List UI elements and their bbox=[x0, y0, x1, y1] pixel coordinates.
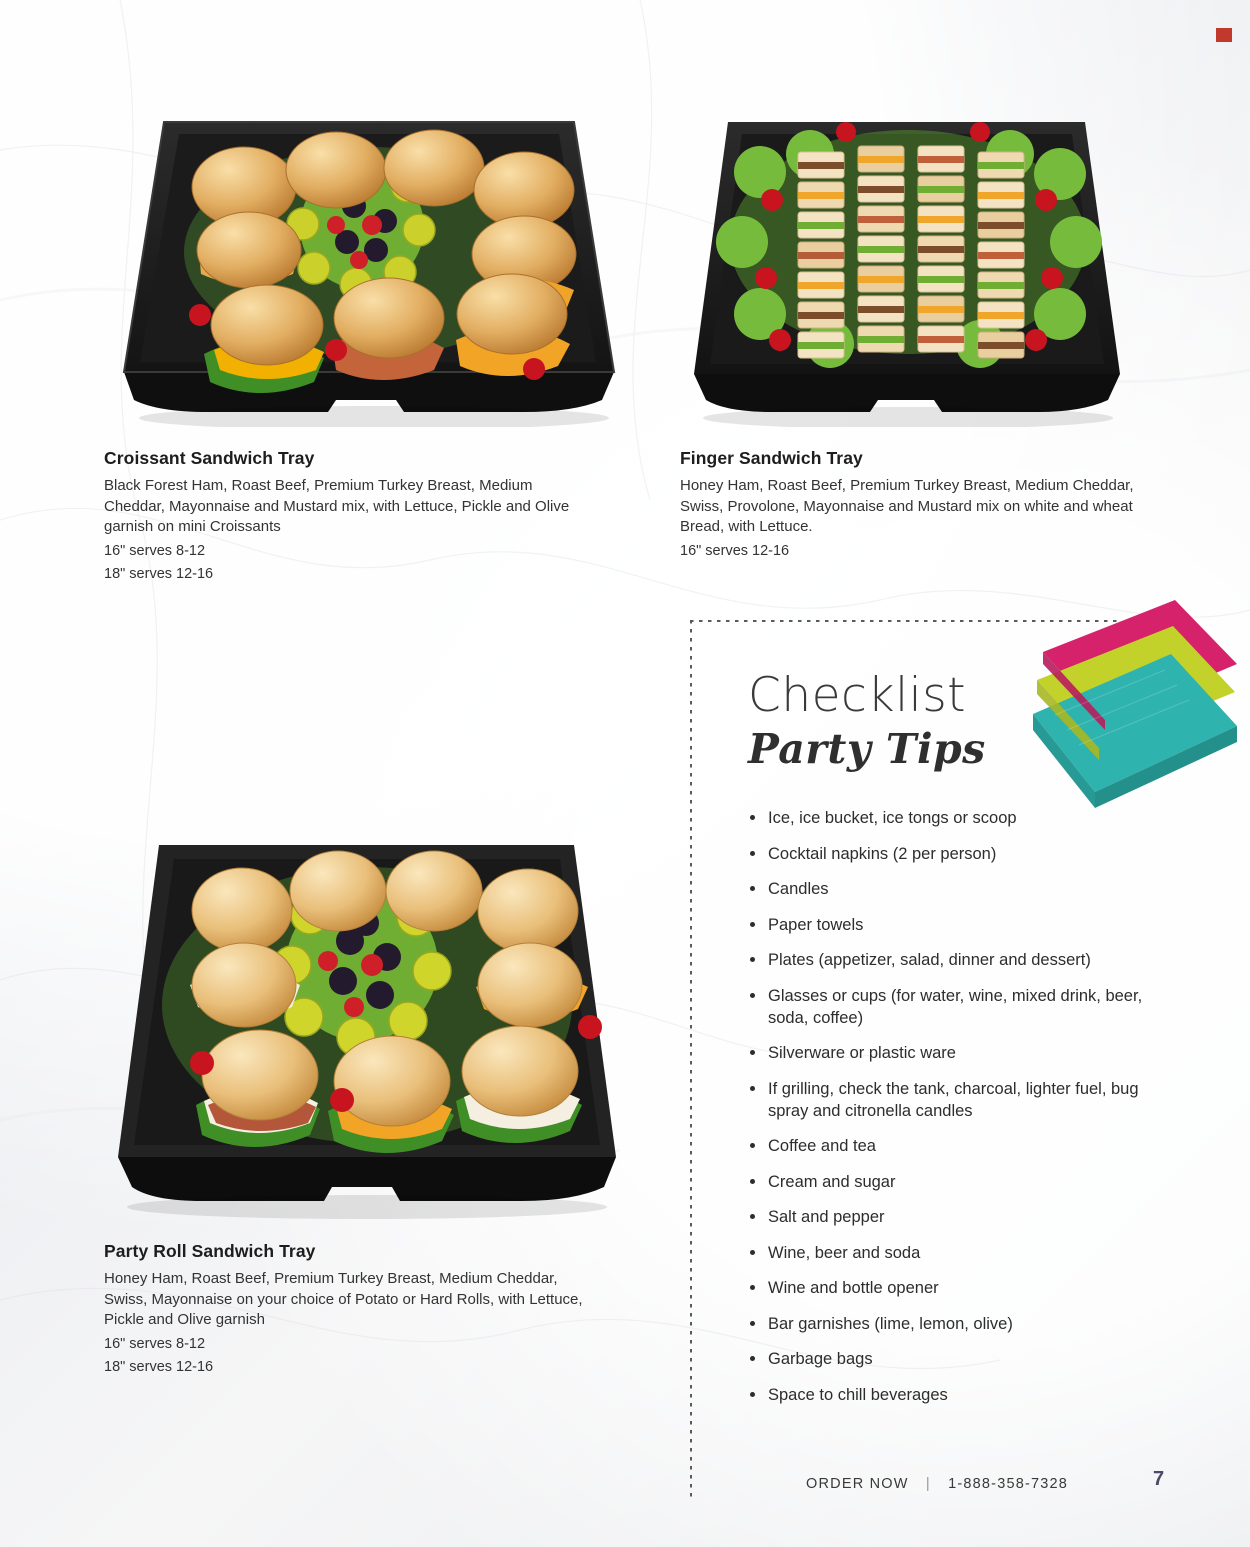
phone-number[interactable]: 1-888-358-7328 bbox=[948, 1476, 1069, 1492]
dotted-divider-vertical bbox=[690, 620, 692, 1500]
product-size-2: 18" serves 12-16 bbox=[104, 1358, 214, 1375]
party-roll-tray-photo bbox=[104, 805, 634, 1220]
product-title: Croissant Sandwich Tray bbox=[104, 448, 315, 468]
product-title: Party Roll Sandwich Tray bbox=[104, 1241, 316, 1261]
footer-order-now bbox=[806, 1476, 1068, 1492]
list-item[interactable]: Glasses or cups (for water, wine, mixed drink, beer, soda, coffee) bbox=[748, 985, 1160, 1029]
croissant-tray-photo bbox=[104, 82, 624, 427]
list-item[interactable]: Silverware or plastic ware bbox=[748, 1042, 1160, 1064]
order-now-label: ORDER NOW bbox=[806, 1476, 909, 1492]
product-croissant-sandwich-tray bbox=[104, 82, 634, 584]
footer-separator: | bbox=[925, 1476, 931, 1492]
product-description: Honey Ham, Roast Beef, Premium Turkey Breast, Medium Cheddar, Swiss, Provolone, Mayonnaise and Mustard mix on white and wheat Bread, with Lettuce. bbox=[680, 477, 1134, 535]
list-item[interactable]: Coffee and tea bbox=[748, 1135, 1160, 1157]
list-item[interactable]: Wine and bottle opener bbox=[748, 1277, 1160, 1299]
list-item[interactable]: Wine, beer and soda bbox=[748, 1242, 1160, 1264]
product-description: Black Forest Ham, Roast Beef, Premium Turkey Breast, Medium Cheddar, Mayonnaise and Mustard mix, with Lettuce, Pickle and Olive garnish on mini Croissants bbox=[104, 477, 570, 535]
checklist-panel bbox=[690, 620, 1160, 1419]
product-size-1: 16" serves 8-12 bbox=[104, 542, 206, 559]
corner-color-tab bbox=[1216, 28, 1232, 42]
list-item[interactable]: Cocktail napkins (2 per person) bbox=[748, 843, 1160, 865]
list-item[interactable]: Salt and pepper bbox=[748, 1206, 1160, 1228]
finger-sandwich-tray-photo bbox=[680, 82, 1130, 427]
product-size-1: 16" serves 12-16 bbox=[680, 542, 790, 559]
list-item[interactable]: Candles bbox=[748, 878, 1160, 900]
list-item[interactable]: Space to chill beverages bbox=[748, 1384, 1160, 1406]
list-item[interactable]: Paper towels bbox=[748, 914, 1160, 936]
product-party-roll-sandwich-tray bbox=[104, 805, 664, 1377]
list-item[interactable]: Bar garnishes (lime, lemon, olive) bbox=[748, 1313, 1160, 1335]
list-item[interactable]: Cream and sugar bbox=[748, 1171, 1160, 1193]
checklist-subtitle: Party Tips bbox=[748, 725, 986, 773]
page-number: 7 bbox=[1153, 1468, 1165, 1490]
checklist-items bbox=[748, 807, 1160, 1406]
napkins-illustration bbox=[1025, 580, 1240, 880]
list-item[interactable]: Ice, ice bucket, ice tongs or scoop bbox=[748, 807, 1160, 829]
product-size-1: 16" serves 8-12 bbox=[104, 1335, 206, 1352]
list-item[interactable]: Garbage bags bbox=[748, 1348, 1160, 1370]
checklist-title: Checklist bbox=[748, 668, 967, 723]
list-item[interactable]: Plates (appetizer, salad, dinner and dessert) bbox=[748, 949, 1160, 971]
product-finger-sandwich-tray bbox=[680, 82, 1150, 561]
product-description: Honey Ham, Roast Beef, Premium Turkey Breast, Medium Cheddar, Swiss, Mayonnaise on your choice of Potato or Hard Rolls, with Lettuce, Pickle and Olive garnish bbox=[104, 1270, 583, 1328]
list-item[interactable]: If grilling, check the tank, charcoal, lighter fuel, bug spray and citronella candles bbox=[748, 1078, 1160, 1122]
product-size-2: 18" serves 12-16 bbox=[104, 565, 214, 582]
product-title: Finger Sandwich Tray bbox=[680, 448, 863, 468]
